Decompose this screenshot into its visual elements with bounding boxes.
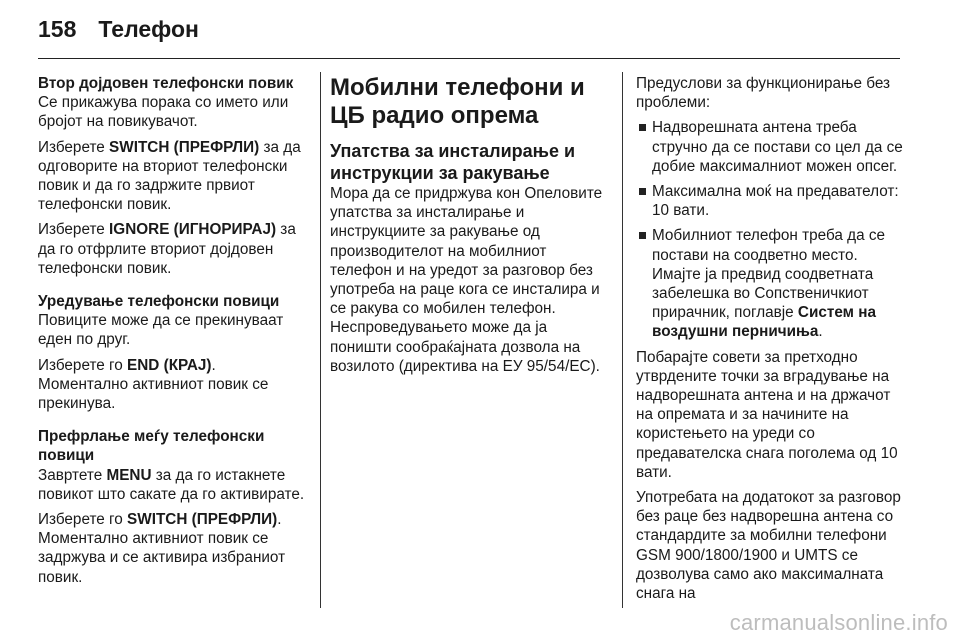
text: за да го истакнете повикот што сакате да го активирате. (38, 466, 305, 503)
text: Завртете (38, 466, 107, 484)
column-divider-2 (622, 72, 623, 608)
paragraph: Мора да се придржува кон Опеловите упатства за инсталирање и инструкциите за ракување од производителот на мобилниот телефон и на уредот за разговор без употреба на раце кога се инсталира и се ракува со мобилен телефон. (330, 185, 603, 318)
page-number: 158 (38, 16, 77, 42)
chapter-reference: Систем на воздушни перничиња (652, 304, 876, 341)
text: . (818, 323, 823, 341)
heading-second-incoming-call: Втор дојдовен телефонски повик (38, 75, 294, 92)
paragraph (38, 138, 308, 215)
text: Изберете го (38, 511, 128, 529)
paragraph (38, 220, 308, 278)
text: Изберете (38, 221, 110, 239)
section-title: Мобилни телефони и ЦБ радио опрема (330, 74, 585, 129)
paragraph: Побарајте совети за претходно утврдените точки за вградување на надворешната антена и на држачот на опремата и за начините на користењето на уреди со предавателска снага поголема од 10 вати. (636, 348, 898, 481)
control-menu: MENU (106, 466, 152, 484)
heading-switching-calls: Префрлање меѓу телефонски повици (38, 428, 265, 465)
page-title: Телефон (98, 16, 199, 42)
text: за да одговорите на вториот телефонски повик и да го задржите првиот телефонски повик. (38, 138, 301, 214)
paragraph (38, 510, 308, 587)
column-divider-1 (320, 72, 321, 608)
paragraph (38, 466, 308, 504)
paragraph: Неспроведувањето може да ја поништи сообраќајната дозвола на возилото (директива на ЕУ 95/54/ЕС). (330, 319, 600, 375)
paragraph (38, 356, 308, 414)
list-item (636, 226, 904, 341)
watermark: carmanualsonline.info (729, 610, 948, 635)
menu-option-ignore: IGNORE (ИГНОРИРАЈ) (109, 221, 277, 239)
column-2 (330, 74, 612, 382)
heading-managing-calls: Уредување телефонски повици (38, 293, 280, 311)
column-3 (636, 74, 904, 609)
paragraph: Употребата на додатокот за разговор без раце без надворешна антена со стандардите за мобилни телефони GSM 900/1800/1900 и UMTS се дозволува само ако максималната снага на (636, 489, 901, 603)
paragraph: Предуслови за функционирање без проблеми: (636, 75, 891, 112)
paragraph: Се прикажува порака со името или бројот на повикувачот. (38, 94, 289, 131)
subsection-title: Упатства за инсталирање и инструкции за ракување (330, 141, 576, 183)
text: . Моментално активниот повик се задржува и се активира избраниот повик. (38, 511, 286, 586)
text: за да го отфрлите вториот дојдовен телефонски повик. (38, 221, 296, 277)
text: Изберете (38, 138, 110, 156)
header-divider (38, 58, 900, 59)
text: Изберете го (38, 356, 128, 374)
text: . Моментално активниот повик се прекинува. (38, 356, 269, 413)
list-item: Максимална моќ на предавателот: 10 вати. (636, 182, 904, 220)
text: Мобилниот телефон треба да се постави на соодветно место. Имајте ја предвид соодветната забелешка во Сопственичкиот прирачник, поглавје (652, 227, 885, 322)
list-item: Надворешната антена треба стручно да се постави со цел да се добие максималниот можен опсег. (636, 118, 904, 176)
paragraph: Повиците може да се прекинуваат еден по друг. (38, 312, 284, 349)
bullet-list (636, 118, 904, 341)
menu-option-switch: SWITCH (ПРЕФРЛИ) (109, 138, 260, 156)
menu-option-switch: SWITCH (ПРЕФРЛИ) (127, 511, 278, 529)
column-1 (38, 74, 308, 593)
page-header (38, 16, 199, 52)
menu-option-end: END (КРАЈ) (127, 356, 212, 374)
